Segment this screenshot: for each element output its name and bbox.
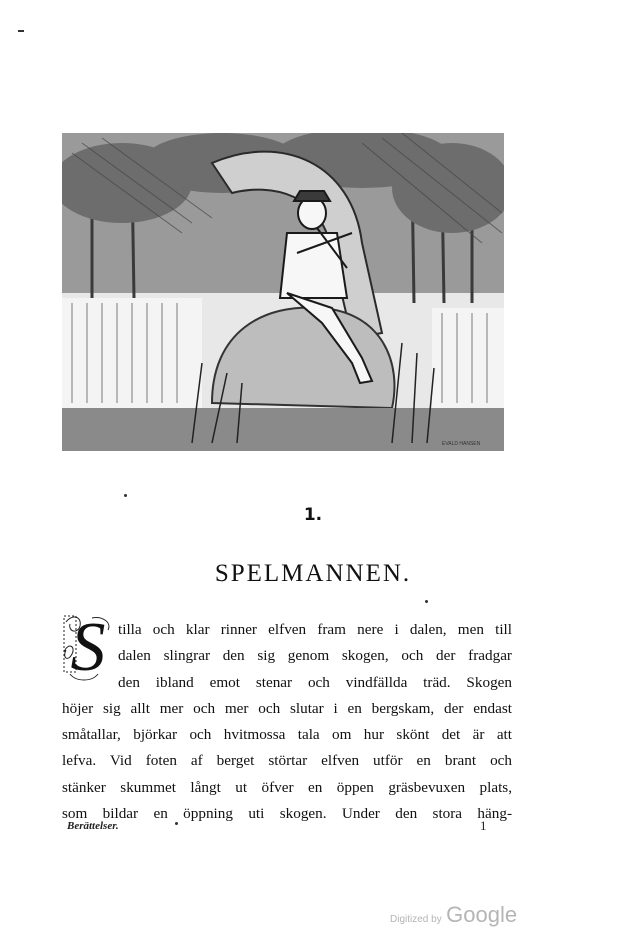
dropcap-letter: S: [70, 609, 106, 686]
text-line: dalen slingrar den sig genom skogen, och der fradgar: [118, 647, 512, 665]
footer-signature-mark: Berättelser.: [67, 820, 119, 832]
watermark-prefix: Digitized by: [390, 914, 442, 925]
text-line: höjer sig allt mer och mer och slutar i en bergskam, der endast: [62, 699, 512, 717]
digitized-watermark: [390, 902, 517, 928]
text-line: småtallar, björkar och hvitmossa tala om hur skönt det är att: [62, 726, 512, 744]
text-line: stänker skummet långt ut öfver en öppen gräsbevuxen plats,: [62, 778, 512, 796]
text-line: som bildar en öppning uti skogen. Under den stora häng-: [62, 805, 512, 823]
engraving-fiddler-by-waterfall: [62, 133, 504, 451]
chapter-number: 1.: [303, 505, 323, 525]
text-line: lefva. Vid foten af berget störtar elfven utför en brant och: [62, 752, 512, 770]
footer-sheet-number: 1: [480, 818, 487, 833]
text-line: den ibland emot stenar och vindfällda träd. Skogen: [118, 673, 512, 691]
body-text: [62, 617, 512, 827]
chapter-title: SPELMANNEN.: [214, 560, 412, 587]
scan-speck: [175, 822, 178, 825]
scan-speck: [124, 494, 127, 497]
scan-mark: [18, 30, 24, 32]
engraver-signature: EVALD HANSEN: [442, 441, 481, 447]
scan-speck: [425, 600, 428, 603]
text-line: tilla och klar rinner elfven fram nere i dalen, men till: [118, 621, 512, 638]
watermark-brand: Google: [446, 902, 518, 927]
